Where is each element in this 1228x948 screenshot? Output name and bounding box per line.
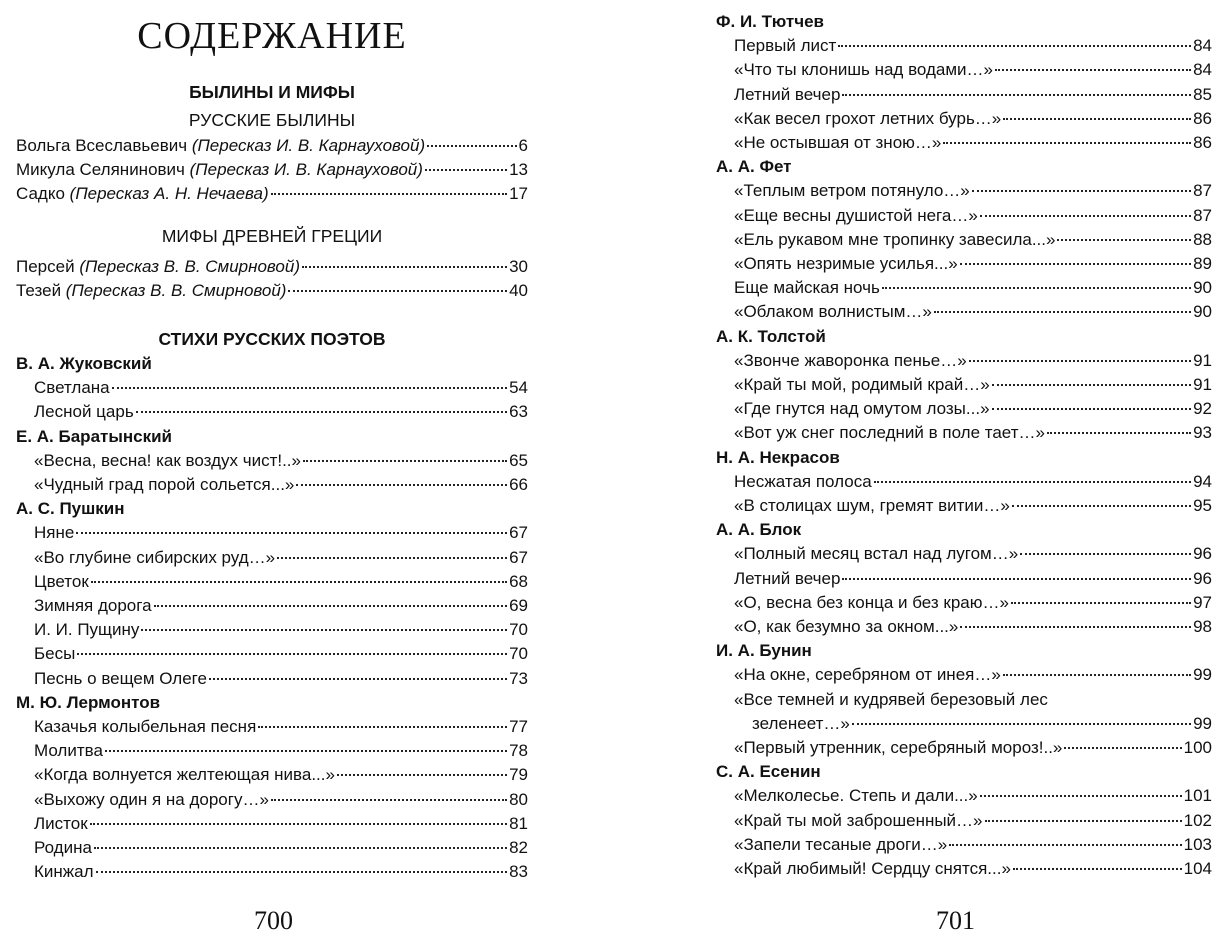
entry-title-text: Еще майская ночь bbox=[734, 278, 880, 298]
toc-entry bbox=[734, 784, 1212, 808]
entry-title bbox=[34, 618, 139, 642]
entry-title-text: «В столицах шум, гремят витии…» bbox=[734, 496, 1010, 515]
section-heading-stikhi: СТИХИ РУССКИХ ПОЭТОВ bbox=[158, 329, 386, 349]
toc-entry bbox=[734, 615, 1212, 639]
dot-leader bbox=[105, 749, 507, 752]
dot-leader bbox=[90, 822, 507, 825]
entry-title-text: Первый лист bbox=[734, 36, 837, 56]
entry-title bbox=[734, 131, 941, 155]
entry-page-number: 17 bbox=[509, 184, 528, 203]
entry-title bbox=[34, 788, 269, 812]
entry-page-number: 88 bbox=[1193, 229, 1212, 249]
toc-entry bbox=[34, 812, 528, 836]
entry-title-text: Листок bbox=[34, 813, 88, 833]
entry-title-text: Микула Селянинович bbox=[16, 160, 190, 179]
entry-title-text: «Как весел грохот летних бурь…» bbox=[734, 108, 1002, 128]
entry-title-text: «Полный месяц встал над лугом…» bbox=[734, 544, 1019, 564]
entry-page-number: 63 bbox=[509, 402, 528, 422]
dot-leader bbox=[852, 722, 1191, 725]
entry-title bbox=[734, 373, 990, 397]
entry-title-text: «Ель рукавом мне тропинку завесила...» bbox=[734, 229, 1056, 249]
entry-page-number: 98 bbox=[1193, 617, 1212, 636]
entry-page-number: 91 bbox=[1193, 375, 1212, 394]
entry-title bbox=[734, 107, 1001, 131]
entry-retelling-note: (Пересказ А. Н. Нечаева) bbox=[69, 184, 269, 203]
toc-entry bbox=[734, 34, 1212, 58]
toc-entry bbox=[34, 546, 528, 570]
entry-title-text: «Выхожу один я на дорогу…» bbox=[34, 789, 269, 809]
toc-entry bbox=[34, 521, 528, 545]
poet-name: И. А. Бунин bbox=[716, 641, 812, 661]
entry-retelling-note: (Пересказ В. В. Смирновой) bbox=[79, 257, 300, 276]
toc-entry bbox=[734, 494, 1212, 518]
entry-title-text: «Мелколесье. Степь и дали...» bbox=[734, 786, 978, 806]
entry-title-text: Садко bbox=[16, 184, 70, 203]
entry-title-text: «Чудный град порой сольется...» bbox=[34, 475, 295, 494]
entry-page-number: 92 bbox=[1193, 399, 1212, 419]
toc-entry bbox=[734, 736, 1212, 760]
entry-title-text: «Во глубине сибирских руд…» bbox=[34, 547, 276, 567]
toc-entry-continuation bbox=[752, 712, 1212, 736]
entry-page-number: 97 bbox=[1193, 592, 1212, 612]
entry-page-number: 94 bbox=[1193, 471, 1212, 491]
toc-entry bbox=[34, 473, 528, 497]
entry-page-number: 102 bbox=[1183, 810, 1212, 830]
dot-leader bbox=[980, 794, 1182, 797]
entry-page-number: 13 bbox=[509, 160, 528, 179]
toc-entry bbox=[34, 836, 528, 860]
toc-entry bbox=[734, 663, 1212, 687]
entry-page-number: 95 bbox=[1193, 496, 1212, 515]
entry-title bbox=[734, 421, 1045, 445]
entry-title-text: Песнь о вещем Олеге bbox=[34, 668, 207, 688]
entry-title bbox=[734, 58, 993, 82]
entry-title bbox=[34, 642, 75, 666]
entry-title-text: Няне bbox=[34, 523, 75, 543]
entry-title-text: Зимняя дорога bbox=[34, 596, 152, 615]
toc-entry bbox=[734, 252, 1212, 276]
poet-name: А. К. Толстой bbox=[716, 326, 826, 346]
entry-title-text: «Край любимый! Сердцу снятся...» bbox=[734, 859, 1011, 878]
entry-title-text: Казачья колыбельная песня bbox=[34, 717, 257, 736]
entry-title bbox=[34, 667, 207, 691]
dot-leader bbox=[1064, 746, 1181, 749]
entry-page-number: 65 bbox=[509, 450, 528, 470]
toc-entry bbox=[734, 833, 1212, 857]
dot-leader bbox=[271, 192, 507, 195]
toc-entry bbox=[734, 542, 1212, 566]
dot-leader bbox=[1003, 673, 1191, 676]
entry-page-number: 89 bbox=[1193, 254, 1212, 273]
dot-leader bbox=[1020, 552, 1191, 555]
toc-entry bbox=[16, 255, 528, 279]
page-number-right: 701 bbox=[936, 906, 975, 935]
entry-page-number: 101 bbox=[1183, 786, 1212, 806]
entry-title bbox=[734, 397, 990, 421]
poet-name: М. Ю. Лермонтов bbox=[16, 692, 161, 712]
dot-leader bbox=[136, 410, 507, 413]
entry-title-text: «О, весна без конца и без краю…» bbox=[734, 592, 1009, 612]
entry-page-number: 68 bbox=[509, 571, 528, 591]
toc-entry bbox=[34, 763, 528, 787]
toc-entry bbox=[734, 107, 1212, 131]
entry-page-number: 30 bbox=[509, 257, 528, 276]
entry-title-text: «Звонче жаворонка пенье…» bbox=[734, 350, 967, 370]
entry-retelling-note: (Пересказ И. В. Карнауховой) bbox=[189, 160, 423, 179]
entry-title-text: Персей bbox=[16, 257, 80, 276]
toc-entry bbox=[16, 182, 528, 206]
entry-title-text: Летний вечер bbox=[734, 568, 841, 588]
toc-entry bbox=[34, 449, 528, 473]
entry-title bbox=[734, 470, 872, 494]
toc-entry bbox=[734, 131, 1212, 155]
dot-leader bbox=[1013, 867, 1182, 870]
subsection-heading-russkie-byliny: РУССКИЕ БЫЛИНЫ bbox=[188, 110, 356, 130]
dot-leader bbox=[296, 483, 507, 486]
toc-entry bbox=[734, 373, 1212, 397]
toc-entry bbox=[16, 279, 528, 303]
toc-entry bbox=[34, 642, 528, 666]
dot-leader bbox=[995, 68, 1191, 71]
poet-name: Е. А. Баратынский bbox=[16, 426, 172, 446]
entry-title-text: «Теплым ветром потянуло…» bbox=[734, 181, 970, 201]
poet-name: В. А. Жуковский bbox=[16, 354, 152, 373]
toc-entry bbox=[34, 376, 528, 400]
entry-title bbox=[34, 812, 88, 836]
dot-leader bbox=[1011, 601, 1191, 604]
entry-title bbox=[734, 615, 958, 639]
entry-page-number: 99 bbox=[1193, 665, 1212, 685]
dot-leader bbox=[76, 531, 507, 534]
entry-page-number: 103 bbox=[1183, 834, 1212, 854]
entry-page-number: 67 bbox=[509, 547, 528, 567]
toc-entry bbox=[734, 591, 1212, 615]
toc-entry bbox=[16, 134, 528, 158]
entry-title-text: Несжатая полоса bbox=[734, 471, 872, 491]
toc-entry bbox=[34, 618, 528, 642]
poet-name: А. А. Фет bbox=[716, 157, 792, 177]
entry-title bbox=[34, 473, 294, 497]
entry-title bbox=[734, 204, 978, 228]
dot-leader bbox=[288, 289, 507, 292]
entry-title bbox=[734, 833, 947, 857]
entry-title-text: «Не остывшая от зною…» bbox=[734, 133, 942, 152]
toc-entry bbox=[34, 570, 528, 594]
toc-entry bbox=[16, 158, 528, 182]
dot-leader bbox=[303, 459, 507, 462]
entry-page-number: 99 bbox=[1193, 713, 1212, 733]
entry-title bbox=[734, 542, 1018, 566]
entry-page-number: 90 bbox=[1193, 302, 1212, 322]
entry-title bbox=[34, 449, 301, 473]
entry-page-number: 83 bbox=[509, 862, 528, 882]
entry-page-number: 69 bbox=[509, 596, 528, 615]
dot-leader bbox=[209, 677, 507, 680]
entry-title-text: Родина bbox=[34, 838, 92, 857]
dot-leader bbox=[154, 604, 508, 607]
entry-title-text: Бесы bbox=[34, 644, 76, 664]
dot-leader bbox=[1047, 431, 1191, 434]
entry-title-text: «О, как безумно за окном...» bbox=[734, 617, 959, 636]
entry-page-number: 77 bbox=[509, 717, 528, 736]
dot-leader bbox=[271, 798, 507, 801]
poet-name: С. А. Есенин bbox=[716, 762, 821, 782]
entry-title bbox=[34, 376, 110, 400]
entry-retelling-note: (Пересказ В. В. Смирновой) bbox=[65, 281, 287, 300]
toc-entry bbox=[34, 400, 528, 424]
toc-entry bbox=[34, 860, 528, 884]
entry-title-text: «Край ты мой, родимый край…» bbox=[734, 375, 990, 394]
entry-title-text: Летний вечер bbox=[734, 84, 841, 104]
toc-entry bbox=[34, 667, 528, 691]
entry-title-text: «На окне, серебряном от инея…» bbox=[734, 665, 1001, 685]
dot-leader bbox=[972, 189, 1191, 192]
poet-name: А. А. Блок bbox=[716, 520, 802, 540]
dot-leader bbox=[882, 286, 1191, 289]
dot-leader bbox=[980, 214, 1191, 217]
dot-leader bbox=[258, 725, 507, 728]
entry-title bbox=[34, 546, 275, 570]
entry-title-line bbox=[734, 688, 1212, 712]
entry-title bbox=[734, 228, 1055, 252]
dot-leader bbox=[934, 310, 1191, 313]
entry-title bbox=[16, 255, 300, 279]
dot-leader bbox=[960, 262, 1191, 265]
entry-retelling-note: (Пересказ И. В. Карнауховой) bbox=[191, 136, 426, 155]
toc-entry bbox=[734, 300, 1212, 324]
toc-entry bbox=[734, 809, 1212, 833]
toc-entry bbox=[734, 179, 1212, 203]
dot-leader bbox=[943, 141, 1191, 144]
toc-entry bbox=[34, 715, 528, 739]
entry-title-text: «Все темней и кудрявей березовый лес bbox=[734, 689, 1048, 709]
toc-entry bbox=[734, 857, 1212, 881]
entry-page-number: 70 bbox=[509, 620, 528, 640]
dot-leader bbox=[969, 359, 1191, 362]
entry-page-number: 84 bbox=[1193, 60, 1212, 80]
entry-page-number: 96 bbox=[1193, 544, 1212, 564]
entry-title-text: Вольга Всеславьевич bbox=[16, 136, 192, 155]
dot-leader bbox=[992, 407, 1192, 410]
entry-title-text: «Облаком волнистым…» bbox=[734, 302, 932, 322]
entry-title-text: «Вот уж снег последний в поле тает…» bbox=[734, 423, 1045, 443]
entry-title bbox=[734, 809, 983, 833]
entry-page-number: 70 bbox=[509, 644, 528, 664]
toc-entry bbox=[734, 349, 1212, 373]
entry-title-text: «Первый утренник, серебряный мороз!..» bbox=[734, 738, 1063, 757]
entry-title-text: Молитва bbox=[34, 741, 103, 761]
toc-entry bbox=[734, 83, 1212, 107]
dot-leader bbox=[427, 144, 516, 147]
entry-page-number: 87 bbox=[1193, 181, 1212, 201]
entry-title bbox=[16, 182, 269, 206]
entry-title bbox=[734, 83, 840, 107]
entry-title-text: «Когда волнуется желтеющая нива...» bbox=[34, 765, 335, 785]
entry-title bbox=[734, 663, 1001, 687]
poet-name: Н. А. Некрасов bbox=[716, 447, 840, 467]
entry-title-text: «Запели тесаные дроги…» bbox=[734, 834, 948, 854]
entry-page-number: 86 bbox=[1193, 133, 1212, 152]
dot-leader bbox=[838, 44, 1191, 47]
section-heading-byliny-mify: БЫЛИНЫ И МИФЫ bbox=[189, 82, 355, 102]
dot-leader bbox=[425, 168, 507, 171]
entry-page-number: 86 bbox=[1193, 108, 1212, 128]
dot-leader bbox=[985, 819, 1182, 822]
subsection-heading-mify-grecii: МИФЫ ДРЕВНЕЙ ГРЕЦИИ bbox=[161, 226, 383, 246]
dot-leader bbox=[91, 580, 507, 583]
dot-leader bbox=[842, 577, 1191, 580]
entry-page-number: 78 bbox=[509, 741, 528, 761]
poet-name: Ф. И. Тютчев bbox=[716, 12, 824, 31]
entry-title bbox=[734, 179, 970, 203]
entry-title bbox=[16, 134, 425, 158]
entry-page-number: 85 bbox=[1193, 84, 1212, 104]
entry-page-number: 82 bbox=[509, 838, 528, 857]
entry-page-number: 66 bbox=[509, 475, 528, 494]
entry-page-number: 73 bbox=[509, 668, 528, 688]
toc-entry bbox=[734, 567, 1212, 591]
dot-leader bbox=[960, 625, 1191, 628]
dot-leader bbox=[1057, 238, 1191, 241]
entry-title bbox=[734, 567, 840, 591]
dot-leader bbox=[77, 652, 507, 655]
entry-title bbox=[734, 252, 958, 276]
entry-page-number: 104 bbox=[1183, 859, 1212, 878]
entry-title-text: Светлана bbox=[34, 378, 110, 398]
entry-page-number: 91 bbox=[1193, 350, 1212, 370]
entry-page-number: 81 bbox=[509, 813, 528, 833]
entry-page-number: 79 bbox=[509, 765, 528, 785]
entry-title bbox=[734, 349, 967, 373]
entry-title bbox=[734, 591, 1009, 615]
entry-title-text: зеленеет…» bbox=[752, 713, 850, 733]
dot-leader bbox=[96, 870, 508, 873]
dot-leader bbox=[1012, 504, 1191, 507]
toc-entry bbox=[734, 470, 1212, 494]
entry-title bbox=[734, 736, 1062, 760]
entry-title bbox=[34, 594, 152, 618]
toc-entry bbox=[734, 58, 1212, 82]
page-number-left: 700 bbox=[254, 906, 293, 935]
entry-page-number: 96 bbox=[1193, 568, 1212, 588]
entry-page-number: 100 bbox=[1183, 738, 1212, 757]
dot-leader bbox=[1003, 117, 1191, 120]
dot-leader bbox=[302, 265, 507, 268]
entry-title-text: «Весна, весна! как воздух чист!..» bbox=[34, 450, 301, 470]
entry-title bbox=[734, 494, 1010, 518]
entry-page-number: 90 bbox=[1193, 278, 1212, 298]
entry-title-text: Тезей bbox=[16, 281, 66, 300]
dot-leader bbox=[949, 843, 1181, 846]
entry-title bbox=[16, 158, 423, 182]
entry-title bbox=[34, 715, 256, 739]
entry-page-number: 93 bbox=[1193, 423, 1212, 443]
entry-page-number: 80 bbox=[509, 789, 528, 809]
dot-leader bbox=[277, 556, 507, 559]
entry-title-text: «Где гнутся над омутом лозы...» bbox=[734, 399, 990, 419]
toc-entry bbox=[34, 788, 528, 812]
entry-title bbox=[734, 300, 932, 324]
entry-title bbox=[34, 400, 134, 424]
entry-page-number: 67 bbox=[509, 523, 528, 543]
toc-entry bbox=[734, 421, 1212, 445]
dot-leader bbox=[94, 846, 507, 849]
toc-entry bbox=[734, 204, 1212, 228]
entry-title-text: «Что ты клонишь над водами…» bbox=[734, 60, 994, 80]
dot-leader bbox=[874, 480, 1191, 483]
entry-title-text: Цветок bbox=[34, 571, 89, 591]
entry-title-text: «Край ты мой заброшенный…» bbox=[734, 810, 983, 830]
entry-title bbox=[34, 739, 103, 763]
entry-title bbox=[34, 860, 94, 884]
poet-name: А. С. Пушкин bbox=[16, 499, 125, 519]
entry-title bbox=[34, 570, 89, 594]
entry-title-text: И. И. Пущину bbox=[34, 620, 140, 640]
dot-leader bbox=[141, 628, 507, 631]
entry-title-text: Кинжал bbox=[34, 862, 94, 882]
entry-title bbox=[16, 279, 286, 303]
entry-title bbox=[34, 763, 335, 787]
entry-title bbox=[734, 276, 880, 300]
entry-title bbox=[734, 857, 1011, 881]
entry-title bbox=[34, 836, 92, 860]
entry-page-number: 87 bbox=[1193, 205, 1212, 225]
entry-page-number: 54 bbox=[509, 378, 528, 398]
toc-entry bbox=[34, 739, 528, 763]
dot-leader bbox=[337, 773, 507, 776]
toc-entry bbox=[734, 228, 1212, 252]
entry-title-text: «Опять незримые усилья...» bbox=[734, 254, 958, 273]
entry-title-text: Лесной царь bbox=[34, 402, 134, 422]
dot-leader bbox=[112, 386, 507, 389]
toc-entry bbox=[734, 397, 1212, 421]
entry-title bbox=[34, 521, 74, 545]
entry-page-number: 40 bbox=[509, 281, 528, 300]
entry-title-text: «Еще весны душистой нега…» bbox=[734, 205, 978, 225]
entry-title bbox=[734, 34, 836, 58]
toc-entry bbox=[34, 594, 528, 618]
dot-leader bbox=[992, 383, 1191, 386]
contents-title: СОДЕРЖАНИЕ bbox=[137, 15, 407, 57]
toc-entry bbox=[734, 276, 1212, 300]
entry-title bbox=[734, 784, 978, 808]
entry-page-number: 84 bbox=[1193, 36, 1212, 56]
dot-leader bbox=[842, 93, 1191, 96]
entry-page-number: 6 bbox=[518, 136, 528, 155]
